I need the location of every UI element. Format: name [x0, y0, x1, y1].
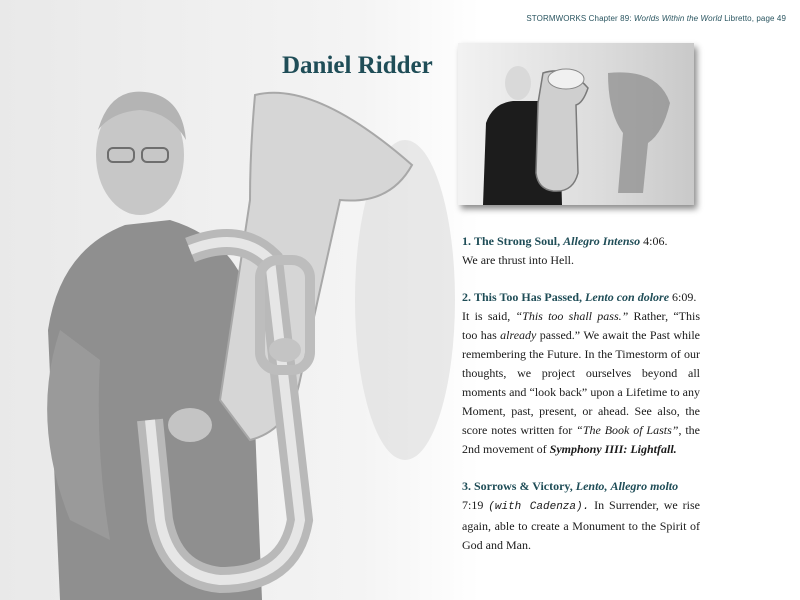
running-header	[0, 14, 786, 23]
movement-name: The Strong Soul	[474, 234, 558, 248]
book-title: “The Book of Lasts”	[576, 423, 679, 437]
emphasis-already: already	[500, 328, 537, 342]
movement-duration: 4:06.	[643, 234, 668, 248]
performer-photo-image	[458, 43, 694, 205]
movement-1: 1. The Strong Soul, Allegro Intenso 4:06. We are thrust into Hell.	[462, 234, 668, 267]
page-title: Daniel Ridder	[282, 52, 433, 79]
symphony-title: Symphony IIII: Lightfall.	[549, 442, 677, 456]
movement-duration: 6:09.	[672, 290, 697, 304]
movement-tempo: Allegro Intenso	[563, 234, 641, 248]
quotation: “This too shall pass.”	[515, 309, 629, 323]
photo-shadow	[608, 72, 670, 193]
performer-hand	[168, 408, 212, 442]
movement-tempo: Lento	[575, 479, 605, 493]
photo-performer-head	[505, 66, 531, 100]
performer-photo	[458, 43, 694, 205]
movement-2: 2. This Too Has Passed, Lento con dolore 6:09. It is said, “This too shall pass.” Rather, “This too has already passed.” We await the Past while remembering the Future. In the Timestorm of our thoughts, we project ourselves beyond all moments and “look back” upon a Lifetime to any Moment, past, present, or ahead. See also, the score notes written for “The Book of Lasts”, the 2nd movement of Symphony IIII: Lightfall.	[462, 290, 700, 456]
header-suffix: Libretto, page 49	[721, 14, 786, 23]
movement-name: Sorrows & Victory	[474, 479, 570, 493]
movement-number: 2.	[462, 290, 471, 304]
movement-description: We are thrust into Hell.	[462, 253, 575, 267]
movement-description: It is said,	[462, 309, 516, 323]
movement-name: This Too Has Passed	[474, 290, 580, 304]
movement-tempo: Lento con dolore	[585, 290, 670, 304]
movement-notes	[462, 232, 700, 573]
movement-3: 3. Sorrows & Victory, Lento, Allegro molto 7:19 (with Cadenza). In Surrender, we rise again, able to create a Monument to the Spirit of God and Man.	[462, 479, 700, 552]
header-work-title: Worlds Within the World	[633, 14, 722, 23]
movement-duration: 7:19	[462, 498, 484, 512]
movement-number: 3.	[462, 479, 471, 493]
movement-number: 1.	[462, 234, 471, 248]
cadenza-note: (with Cadenza).	[488, 501, 590, 513]
movement-tempo-2: Allegro molto	[610, 479, 679, 493]
header-prefix: STORMWORKS Chapter 89:	[526, 14, 634, 23]
movement-description: In Surrender, we rise again, able to create a Monument to the Spirit of God and Man.	[462, 498, 700, 552]
